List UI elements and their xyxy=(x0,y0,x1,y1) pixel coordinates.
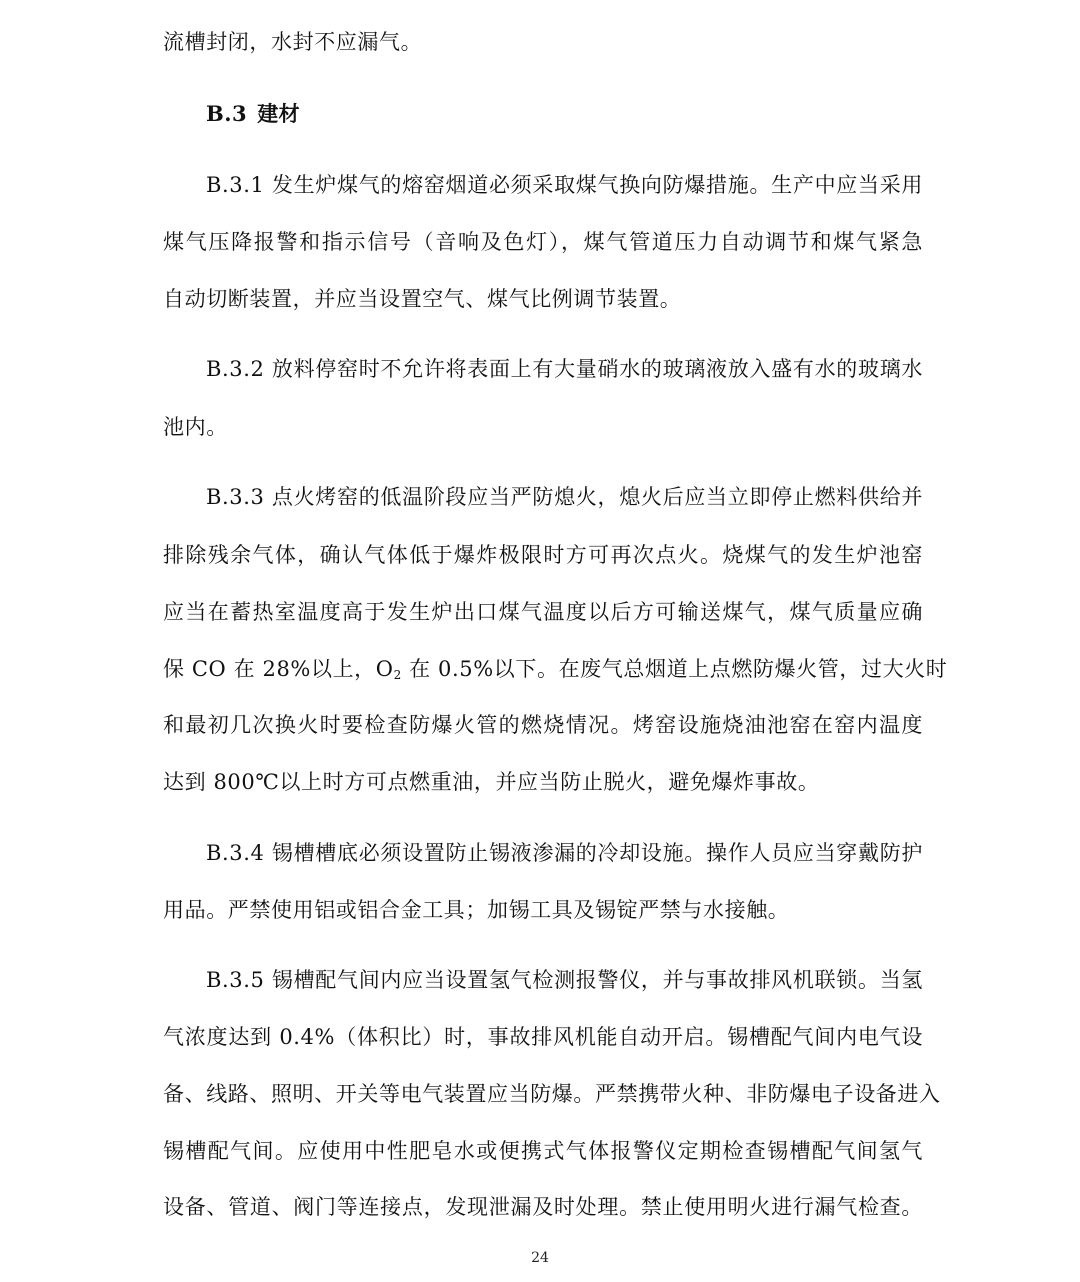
paragraph-b-3-2-line-2: 池内。 xyxy=(163,415,228,439)
o2-subscript: 2 xyxy=(393,668,402,682)
paragraph-b-3-1-line-2: 煤气压降报警和指示信号（音响及色灯），煤气管道压力自动调节和煤气紧急 xyxy=(163,230,923,254)
paragraph-b-3-3-line-1: B.3.3 点火烤窑的低温阶段应当严防熄火，熄火后应当立即停止燃料供给并 xyxy=(206,485,923,509)
paragraph-b-3-3-line-3: 应当在蓄热室温度高于发生炉出口煤气温度以后方可输送煤气，煤气质量应确 xyxy=(163,600,923,624)
paragraph-b-3-3-line-4 xyxy=(163,655,948,683)
paragraph-b-3-4-line-1: B.3.4 锡槽槽底必须设置防止锡液渗漏的冷却设施。操作人员应当穿戴防护 xyxy=(206,841,923,865)
page-number: 24 xyxy=(531,1250,549,1266)
section-number: B.3 xyxy=(206,101,248,126)
o2-symbol: O xyxy=(375,657,394,681)
paragraph-b-3-5-line-4: 锡槽配气间。应使用中性肥皂水或便携式气体报警仪定期检查锡槽配气间氢气 xyxy=(163,1139,923,1163)
co-fragment: 保 CO 在 28%以上， xyxy=(163,657,376,681)
paragraph-b-3-2-line-1: B.3.2 放料停窑时不允许将表面上有大量硝水的玻璃液放入盛有水的玻璃水 xyxy=(206,357,923,381)
paragraph-b-3-5-line-1: B.3.5 锡槽配气间内应当设置氢气检测报警仪，并与事故排风机联锁。当氢 xyxy=(206,968,923,992)
paragraph-b-3-3-line-5: 和最初几次换火时要检查防爆火管的燃烧情况。烤窑设施烧油池窑在窑内温度 xyxy=(163,713,923,737)
paragraph-b-3-5-line-3: 备、线路、照明、开关等电气装置应当防爆。严禁携带火种、非防爆电子设备进入 xyxy=(163,1082,941,1106)
paragraph-b-3-1-line-1: B.3.1 发生炉煤气的熔窑烟道必须采取煤气换向防爆措施。生产中应当采用 xyxy=(206,173,923,197)
paragraph-b-3-1-line-3: 自动切断装置，并应当设置空气、煤气比例调节装置。 xyxy=(163,287,682,311)
paragraph-b-3-5-line-5: 设备、管道、阀门等连接点，发现泄漏及时处理。禁止使用明火进行漏气检查。 xyxy=(163,1195,923,1219)
section-heading xyxy=(206,100,300,128)
paragraph-b-3-5-line-2: 气浓度达到 0.4%（体积比）时，事故排风机能自动开启。锡槽配气间内电气设 xyxy=(163,1025,923,1049)
o2-rest: 在 0.5%以下。在废气总烟道上点燃防爆火管，过大火时 xyxy=(401,657,948,681)
section-title: 建材 xyxy=(257,101,301,126)
paragraph-b-3-4-line-2: 用品。严禁使用铝或铝合金工具；加锡工具及锡锭严禁与水接触。 xyxy=(163,898,790,922)
paragraph-b-3-3-line-6: 达到 800℃以上时方可点燃重油，并应当防止脱火，避免爆炸事故。 xyxy=(163,770,820,794)
paragraph-b-3-3-line-2: 排除残余气体，确认气体低于爆炸极限时方可再次点火。烧煤气的发生炉池窑 xyxy=(163,543,923,567)
continued-text-line: 流槽封闭，水封不应漏气。 xyxy=(163,30,423,54)
